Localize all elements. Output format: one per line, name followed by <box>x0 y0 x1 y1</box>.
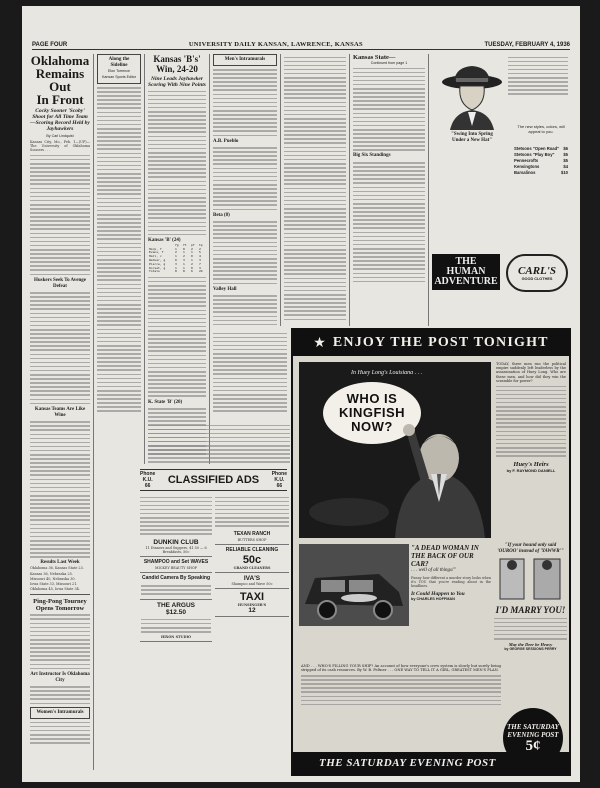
dead-woman-section: It Could Happen to You <box>411 591 465 597</box>
box-score-cell: 2 <box>198 246 201 251</box>
subhead: Huskers Seek To Avenge Defeat <box>34 277 86 289</box>
marry-quote: "If your hound only said 'OUROO' instead of 'YAWWR'" <box>497 543 564 554</box>
dead-woman-text: Funny how different a murder story looks when it's YOU that you're reading about in the headlines. <box>411 576 491 588</box>
headline-line: Opens Tomorrow <box>35 604 85 612</box>
classified-header <box>140 469 287 491</box>
hat-price: $5 <box>563 158 568 163</box>
post-banner <box>293 330 569 356</box>
box-score-header-cell: pf <box>190 242 195 247</box>
box-score-cell: 24 <box>198 269 203 274</box>
ad-price: $12.50 <box>166 609 186 617</box>
post-bottom-text: AND . . . WHO'S FILLING YOUR SHIP? An account of how everyone's crew system is slowly but surely being stripped of its cash resources. By W. B. Feltner . . . ONE WAY TO TELL IT A GIRL, GREATEST MEN'S PLAN. <box>301 664 501 673</box>
headline-line: Kansas 'B's' <box>153 54 201 64</box>
sideline-header <box>97 54 141 84</box>
ad-price: 50c <box>242 554 262 567</box>
ad-line: HUMAN <box>446 266 486 277</box>
classified-title: CLASSIFIED ADS <box>167 474 260 486</box>
score-table <box>213 147 277 210</box>
ad-text: 11 Dinners and Suppers, $1.50 — 6 Breakfasts, 50c <box>145 546 207 555</box>
box-score-cell: Totals <box>149 269 160 274</box>
human-adventure-ad <box>432 254 500 290</box>
kingfish-caption: In Huey Long's Louisiana . . . <box>351 370 423 376</box>
box-score-cell: 2 <box>174 250 177 255</box>
star-icon: ★ <box>313 335 326 351</box>
hat-name: Barsalinos <box>514 170 536 175</box>
dateline: Kansas City, Mo., Feb. 1—(UP)—The University of Oklahoma Sooners . . . <box>30 140 90 153</box>
headline-line: Oklahoma <box>30 54 90 68</box>
continued-note: Continued from page 1 <box>370 61 408 65</box>
classified-ad <box>215 545 289 573</box>
box-score-cell: Hall, c <box>149 254 162 259</box>
dead-woman-title: "A DEAD WOMAN IN THE BACK OF OUR CAR? <box>411 544 479 568</box>
badge-price: 5¢ <box>525 737 541 754</box>
box-score-header-cell: ft <box>182 242 187 247</box>
phone-left <box>140 471 155 489</box>
phone-label: K.U. <box>274 477 285 483</box>
box-score-cell: Pierce, g <box>149 261 166 266</box>
ad-phone: 12 <box>248 607 256 615</box>
article-body <box>213 333 287 412</box>
box-score-cell: 1 <box>182 265 185 270</box>
carls-logo <box>506 254 568 292</box>
ad-text: Shampoo and Wave 50c <box>231 582 273 587</box>
saturday-evening-post-ad <box>291 328 571 776</box>
womens-intramurals-title: Women's Intramurals <box>30 707 90 719</box>
kingfish-title-line: KINGFISH <box>338 405 406 420</box>
box-score-cell: 3 <box>198 258 201 263</box>
classified-ad <box>140 557 212 573</box>
hat-name: Stetsons "Open Road" <box>514 146 560 151</box>
kingfish-illustration <box>299 362 491 538</box>
kingfish-author: by F. RAYMOND DANIELL <box>506 467 556 473</box>
dead-woman-author: by CHARLES HOFFMAN <box>411 597 455 601</box>
post-banner-text: ENJOY THE POST TONIGHT <box>332 335 549 350</box>
box-score-cell: 0 <box>174 258 177 263</box>
headline-kansas-bs <box>148 54 206 74</box>
post-footer-text: THE SATURDAY EVENING POST <box>319 757 496 769</box>
marry-headline: I'D MARRY YOU! <box>495 605 566 615</box>
box-score-cell: 1 <box>174 265 177 270</box>
carls-logo-text: CARL'S <box>518 265 556 277</box>
headline-deck: Nine Leads Jayhawker Scoring With Nine Points <box>148 76 206 88</box>
box-score-cell: 0 <box>190 265 193 270</box>
phone-number: 66 <box>144 483 151 489</box>
hat-price: $10 <box>561 170 568 175</box>
box-score-cell: 1 <box>182 261 185 266</box>
article-body <box>30 292 90 404</box>
box-score-cell: 1 <box>174 254 177 259</box>
score-table-title: A.B. Pueblo <box>213 138 239 144</box>
classified-ad <box>215 529 289 545</box>
ad-sponsor: HIXON STUDIO <box>160 635 191 640</box>
standings-title: Big Six Standings <box>353 153 391 159</box>
column-mens-intramurals <box>213 54 277 326</box>
column-byline: Elon Torrence <box>107 69 131 73</box>
standings-table <box>353 162 425 282</box>
ad-title: SHAMPOO and Set WAVES <box>143 559 209 566</box>
headline-line: Remains Out <box>35 66 85 94</box>
box-score-cell: 6 <box>190 269 193 274</box>
box-score-cell: 8 <box>182 269 185 274</box>
kingfish-section: Huey's Heirs <box>513 460 549 468</box>
box-score-cell: 3 <box>174 261 177 266</box>
post-bottom-text-more <box>301 675 501 705</box>
issue-date: TUESDAY, FEBRUARY 4, 1936 <box>484 41 570 48</box>
result-line: Missouri 40, Nebraska 30. <box>30 576 76 581</box>
article-body <box>213 69 277 136</box>
ad-text: BUTTERS SHOP <box>237 538 267 543</box>
box-score-header-cell: fg <box>174 242 179 247</box>
phone-label: K.U. <box>142 477 153 483</box>
kingfish-title-line: WHO IS <box>346 391 398 406</box>
man-in-hat-illustration <box>438 64 508 130</box>
box-score-header-cell: tp <box>198 242 203 247</box>
ad-title: DUNKIN CLUB <box>153 539 199 547</box>
ad-sponsor: HUNSINGER'S <box>237 603 267 608</box>
hat-name: Kensingtons <box>514 164 540 169</box>
article-body <box>353 68 425 151</box>
byline: By Carl Lindquist <box>46 134 74 138</box>
headline-deck: Cocky Sooner 'Scoby' Shoot for All Time Team—Scoring Record Held by Jayhawkers <box>30 108 90 132</box>
page-header <box>32 40 570 50</box>
hat-name: Stetsons "Play Boy" <box>514 152 555 157</box>
subhead: Kansas Teams Are Like Wine <box>34 406 86 418</box>
column-kansas-bs <box>148 54 206 464</box>
column-misc <box>284 54 346 326</box>
car-illustration <box>299 544 409 626</box>
article-body <box>30 686 90 704</box>
box-score-cell: 4 <box>198 254 201 259</box>
classified-ad <box>140 573 212 600</box>
headline-line: Ping-Pong Tourney <box>33 597 87 605</box>
box-score-cell: 1 <box>174 246 177 251</box>
page-number: PAGE FOUR <box>32 41 68 48</box>
ad-title: RELIABLE CLEANING <box>225 547 279 554</box>
box-score-cell: Harp, f <box>149 246 162 251</box>
marry-text <box>494 618 567 640</box>
marry-story <box>494 543 567 652</box>
column-kansas-state <box>353 54 425 326</box>
column-title: Along the Sideline <box>108 57 130 68</box>
box-score-cell: 3 <box>182 258 185 263</box>
paper-name: UNIVERSITY DAILY KANSAN, LAWRENCE, KANSAS <box>188 41 363 48</box>
mens-intramurals-title: Men's Intramurals <box>213 54 277 66</box>
carls-hat-ad <box>432 54 572 326</box>
ad-line: ADVENTURE <box>434 276 498 287</box>
kingfish-text-more <box>496 386 566 457</box>
box-score-cell: 2 <box>182 254 185 259</box>
box-score-cell: 1 <box>190 250 193 255</box>
article-body <box>148 277 206 397</box>
headline-pingpong <box>30 598 90 612</box>
column-byline-sub: Kansan Sports Editor <box>102 75 136 79</box>
phone-right <box>272 471 287 489</box>
article-body <box>30 722 90 744</box>
article-body <box>97 87 141 412</box>
column-continued <box>213 330 287 420</box>
box-score-cell: 0 <box>182 246 185 251</box>
hat-styles-text: The new styles, colors, will appeal to you. <box>517 124 565 134</box>
box-score-row <box>148 270 206 274</box>
dead-woman-subtitle: . . . well of all things!" <box>411 568 456 573</box>
article-body <box>30 421 90 558</box>
score-table <box>213 221 277 284</box>
article-body <box>284 57 346 321</box>
ad-sponsor: GRAND CLEANERS <box>233 566 271 571</box>
box-score-cell: 5 <box>198 250 201 255</box>
hat-price: $5 <box>563 152 568 157</box>
box-score-cell: 3 <box>198 265 201 270</box>
hat-price-list <box>514 146 568 176</box>
classified-ad <box>140 537 212 557</box>
post-bottom-blurb <box>301 664 501 708</box>
result-line: Oklahoma 36, Kansas State 23. <box>30 566 84 571</box>
dead-woman-story <box>411 544 491 601</box>
box-score-cell: 0 <box>190 254 193 259</box>
article-body <box>148 91 206 236</box>
hat-price: $6 <box>563 146 568 151</box>
badge-title: THE SATURDAY EVENING POST <box>507 722 559 739</box>
article-body <box>30 614 90 669</box>
box-score-cell: 1 <box>182 250 185 255</box>
hat-tagline <box>432 132 512 144</box>
article-body <box>30 155 90 275</box>
price-row <box>514 170 568 176</box>
couple-illustration <box>494 555 567 601</box>
box-score-table <box>148 244 206 274</box>
score-table-title: Beta (8) <box>213 212 230 218</box>
classified-ad <box>140 600 212 642</box>
ad-title: TEXAN RANCH <box>233 531 271 538</box>
column-oklahoma <box>30 54 90 774</box>
classified-ad <box>215 573 289 589</box>
tagline-line: "Swing Into Spring <box>451 132 493 137</box>
ad-title: THE ARGUS <box>156 602 196 610</box>
box-score-title: K. State 'B' (20) <box>148 399 183 405</box>
kingfish-text: TODAY, three men run the political empire suddenly left leaderless by the assassination of Huey Long. Who are these men, and how did they win the scramble for power? <box>496 362 566 383</box>
orator-illustration <box>299 362 491 538</box>
ad-copy <box>508 57 568 95</box>
box-score-cell: 8 <box>174 269 177 274</box>
ad-text: MICKEY BEAUTY SHOP <box>155 566 197 571</box>
result-line: Kansas 36, Nebraska 25. <box>30 571 73 576</box>
phone-label: Phone <box>271 471 287 477</box>
box-score-cell: 2 <box>190 246 193 251</box>
kingfish-title-line: NOW? <box>351 419 393 434</box>
ad-text <box>141 585 211 595</box>
kingfish-story <box>496 362 566 538</box>
tagline-line: Under a New Hat" <box>451 138 493 143</box>
hat-name: Pennecrofts <box>514 158 539 163</box>
headline-line: In Front <box>36 92 84 107</box>
ad-title: IVA'S <box>243 575 261 583</box>
score-table <box>213 295 277 326</box>
ad-line: THE <box>455 256 477 267</box>
marry-author: by GEORGE SESSIONS PERRY <box>504 647 557 652</box>
classified-ad <box>215 589 289 617</box>
post-price-badge <box>503 708 563 768</box>
box-score-cell: Evans, f <box>149 250 164 255</box>
headline-kansas-state: Kansas State— <box>353 54 396 61</box>
headline-line: Win, 24-20 <box>156 64 198 74</box>
classified-column-2 <box>215 494 289 778</box>
score-table-title: Valley Hall <box>213 286 237 292</box>
box-score-title: Kansas 'B' (24) <box>148 237 181 243</box>
column-sideline <box>97 54 141 464</box>
article-body <box>148 425 290 463</box>
box-score-cell: Dorset, g <box>149 265 166 270</box>
results-title: Results Last Week <box>40 560 80 566</box>
result-line: Oklahoma 45, Iowa State 34. <box>30 586 80 591</box>
box-score-cell: Walker, g <box>149 258 166 263</box>
classified-intro <box>148 422 290 466</box>
newspaper-page <box>22 6 580 782</box>
box-score-cell: 1 <box>190 258 193 263</box>
ad-title: Candid Camera By Speaking <box>141 575 211 582</box>
ad-title: TAXI <box>239 591 265 604</box>
headline-oklahoma <box>30 54 90 106</box>
phone-label: Phone <box>140 471 156 477</box>
hat-price: $4 <box>563 164 568 169</box>
ad-text <box>141 619 211 633</box>
box-score-cell: 2 <box>190 261 193 266</box>
subhead: Art Instructor Is Oklahoma City <box>30 671 90 683</box>
marry-section: May the Deer be Heavy <box>508 642 553 648</box>
dead-woman-illustration <box>299 544 409 626</box>
phone-number: 66 <box>276 483 283 489</box>
result-line: Iowa State 33, Missouri 21. <box>30 581 78 586</box>
classified-column-1 <box>140 494 212 778</box>
ad-text <box>215 497 289 527</box>
ad-text <box>140 497 212 535</box>
carls-logo-sub: GOOD CLOTHES <box>521 277 553 281</box>
box-score-cell: 7 <box>198 261 201 266</box>
